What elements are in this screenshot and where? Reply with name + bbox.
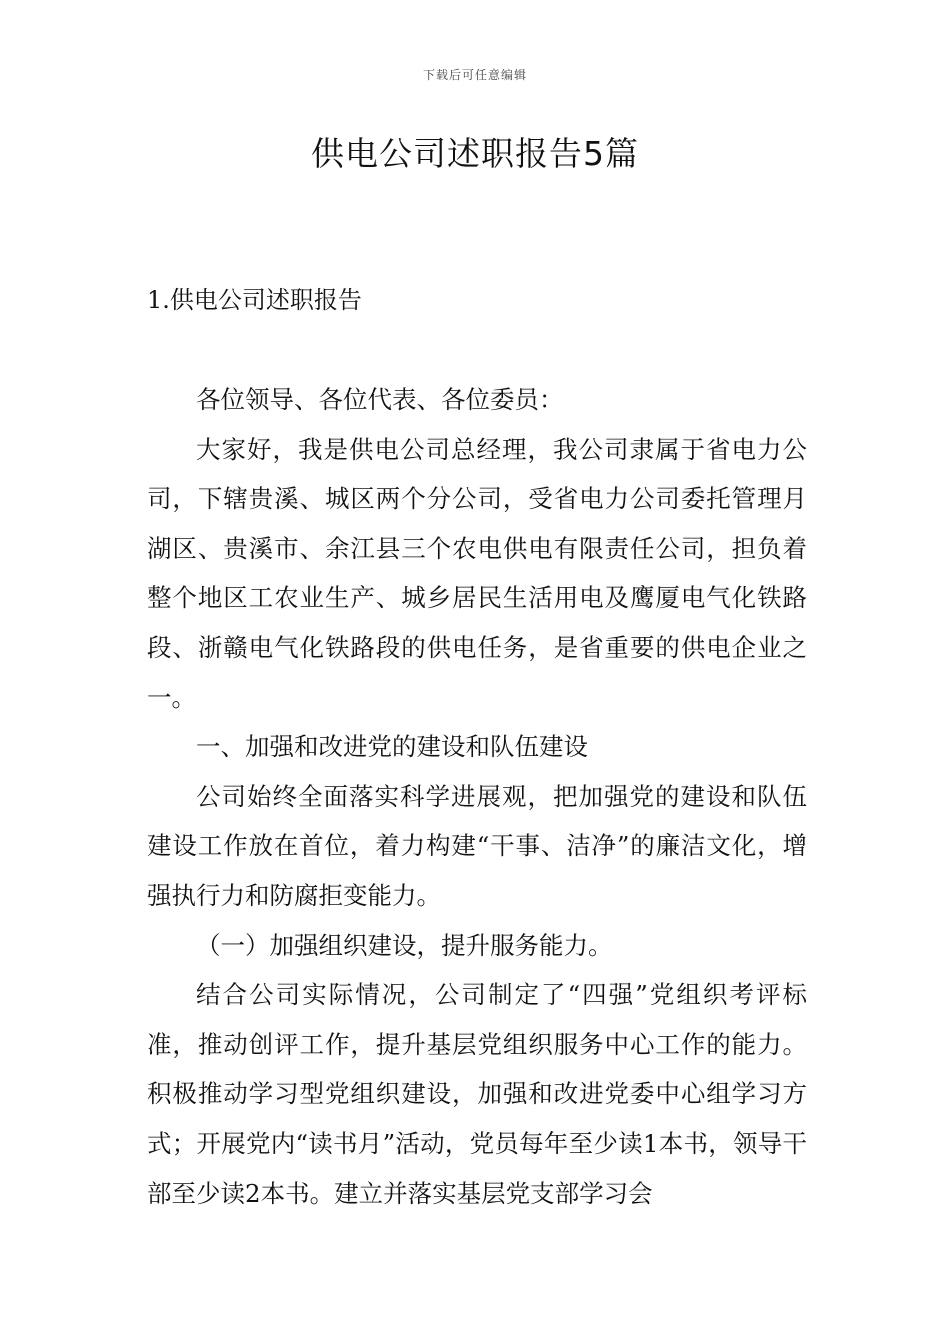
intro-paragraph: 大家好，我是供电公司总经理，我公司隶属于省电力公司，下辖贵溪、城区两个分公司，受省电力公司委托管理月湖区、贵溪市、余江县三个农电供电有限责任公司，担负着整个地区工农业生产、城乡居民生活用电及鹰厦电气化铁路段、浙赣电气化铁路段的供电任务，是省重要的供电企业之一。 xyxy=(147,434,807,712)
subheading-party-building: 一、加强和改进党的建设和队伍建设 xyxy=(196,732,588,762)
party-building-paragraph: 公司始终全面落实科学进展观，把加强党的建设和队伍建设工作放在首位，着力构建“干事、洁净”的廉洁文化，增强执行力和防腐拒变能力。 xyxy=(147,781,807,910)
header-note: 下载后可任意编辑 xyxy=(422,68,527,82)
document-title: 供电公司述职报告5篇 xyxy=(311,134,639,173)
document-body xyxy=(147,375,807,1218)
section-heading: 1.供电公司述职报告 xyxy=(147,286,362,314)
salutation-paragraph: 各位领导、各位代表、各位委员： xyxy=(196,385,564,414)
organization-paragraph: 结合公司实际情况，公司制定了“四强”党组织考评标准，推动创评工作，提升基层党组织服务中心工作的能力。积极推动学习型党组织建设，加强和改进党委中心组学习方式；开展党内“读书月”活动，党员每年至少读1本书，领导干部至少读2本书。建立并落实基层党支部学习会 xyxy=(147,980,807,1208)
subheading-organization: （一）加强组织建设，提升服务能力。 xyxy=(196,930,613,960)
